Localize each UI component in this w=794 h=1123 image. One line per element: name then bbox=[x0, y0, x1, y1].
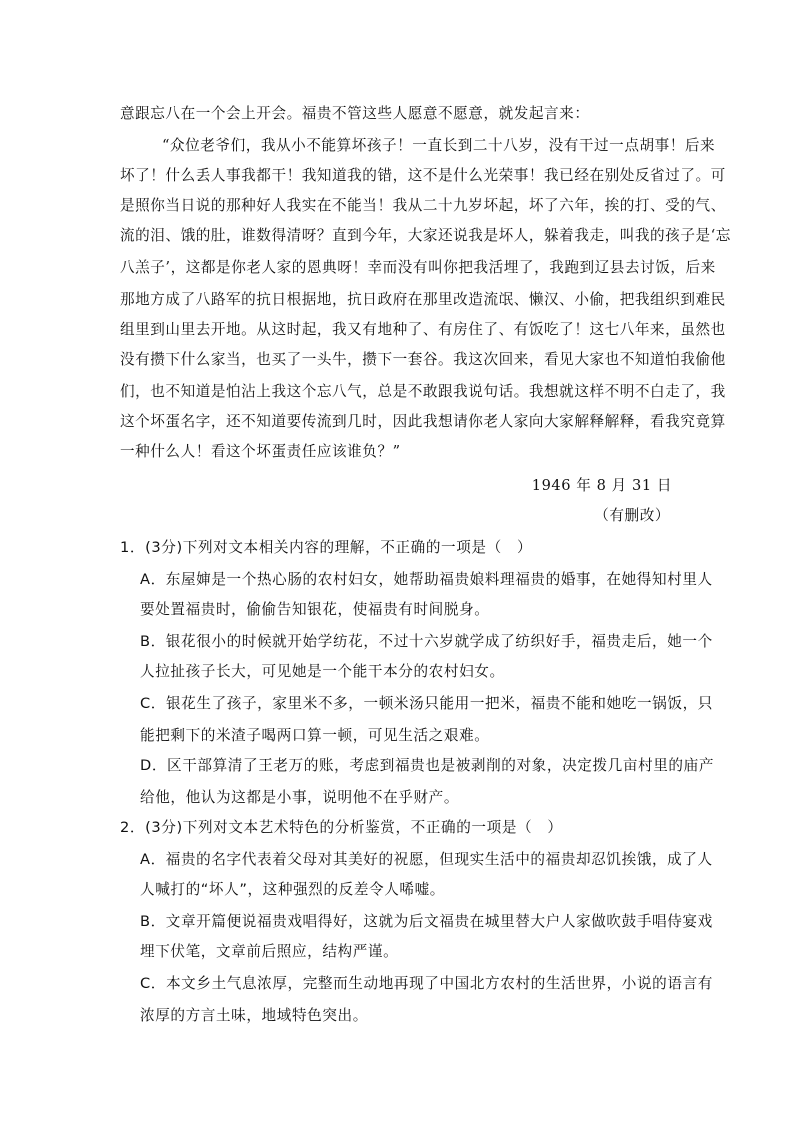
option-b-line: 埋下伏笔，文章前后照应，结构严谨。 bbox=[140, 943, 399, 960]
question-stem: 1．(3分)下列对文本相关内容的理解，不正确的一项是（ ） bbox=[120, 539, 533, 556]
passage-line: 是照你当日说的那种好人我实在不能当！我从二十九岁坏起，坏了六年，挨的打、受的气、 bbox=[120, 197, 726, 214]
passage-line: 八羔子’，这都是你老人家的恩典呀！幸而没有叫你把我活埋了，我跑到辽县去讨饭，后来 bbox=[120, 259, 716, 276]
passage-line: 组里到山里去开地。从这时起，我又有地种了、有房住了、有饭吃了！这七八年来，虽然也 bbox=[120, 321, 726, 338]
option-c-line: C．银花生了孩子，家里米不多，一顿米汤只能用一把米，福贵不能和她吃一锅饭，只 bbox=[140, 695, 713, 712]
passage-line: 们，也不知道是怕沾上我这个忘八气，总是不敢跟我说句话。我想就这样不明不白走了，我 bbox=[120, 383, 726, 400]
passage-line: 没有攒下什么家当，也买了一头牛，攒下一套谷。我这次回来，看见大家也不知道怕我偷他 bbox=[120, 351, 726, 368]
option-a-line: A．东屋婶是一个热心肠的农村妇女，她帮助福贵娘料理福贵的婚事，在她得知村里人 bbox=[140, 571, 713, 588]
option-c-line: 浓厚的方言土味，地域特色突出。 bbox=[140, 1007, 368, 1024]
passage-line: “众位老爷们，我从小不能算坏孩子！一直长到二十八岁，没有干过一点胡事！后来 bbox=[162, 137, 716, 154]
passage-line: 流的泪、饿的肚，谁数得清呀？直到今年，大家还说我是坏人，躲着我走，叫我的孩子是‘忘 bbox=[120, 227, 731, 244]
option-d-line: 给他，他认为这都是小事，说明他不在乎财产。 bbox=[140, 789, 460, 806]
option-a-line: A．福贵的名字代表着父母对其美好的祝愿，但现实生活中的福贵却忍饥挨饿，成了人 bbox=[140, 851, 713, 868]
option-b-line: 人拉扯孩子长大，可见她是一个能干本分的农村妇女。 bbox=[140, 663, 505, 680]
question-stem: 2．(3分)下列对文本艺术特色的分析鉴赏，不正确的一项是（ ） bbox=[120, 819, 563, 836]
option-b-line: B．银花很小的时候就开始学纺花，不过十六岁就学成了纺织好手，福贵走后，她一个 bbox=[140, 633, 713, 650]
passage-line: 那地方成了八路军的抗日根据地，抗日政府在那里改造流氓、懒汉、小偷，把我组织到难民 bbox=[120, 291, 726, 308]
passage-line: 坏了！什么丢人事我都干！我知道我的错，这不是什么光荣事！我已经在别处反省过了。可 bbox=[120, 167, 726, 184]
passage-line: 这个坏蛋名字，还不知道要传流到几时，因此我想请你老人家向大家解释解释，看我究竟算 bbox=[120, 413, 726, 430]
option-c-line: 能把剩下的米渣子喝两口算一顿，可见生活之艰难。 bbox=[140, 727, 490, 744]
option-a-line: 要处置福贵时，偷偷告知银花，使福贵有时间脱身。 bbox=[140, 601, 490, 618]
option-d-line: D．区干部算清了王老万的账，考虑到福贵也是被剥削的对象，决定拨几亩村里的庙产 bbox=[140, 757, 715, 774]
passage-line: 一种什么人！看这个坏蛋责任应该谁负？” bbox=[120, 443, 401, 460]
passage-note: （有删改） bbox=[594, 507, 670, 524]
passage-line: 意跟忘八在一个会上开会。福贵不管这些人愿意不愿意，就发起言来： bbox=[120, 105, 590, 122]
passage-date: 1946 年 8 月 31 日 bbox=[531, 477, 672, 494]
option-c-line: C．本文乡土气息浓厚，完整而生动地再现了中国北方农村的生活世界，小说的语言有 bbox=[140, 975, 713, 992]
option-b-line: B．文章开篇便说福贵戏唱得好，这就为后文福贵在城里替大户人家做吹鼓手唱侍宴戏 bbox=[140, 913, 713, 930]
option-a-line: 人喊打的“坏人”，这种强烈的反差令人唏嘘。 bbox=[140, 881, 446, 898]
